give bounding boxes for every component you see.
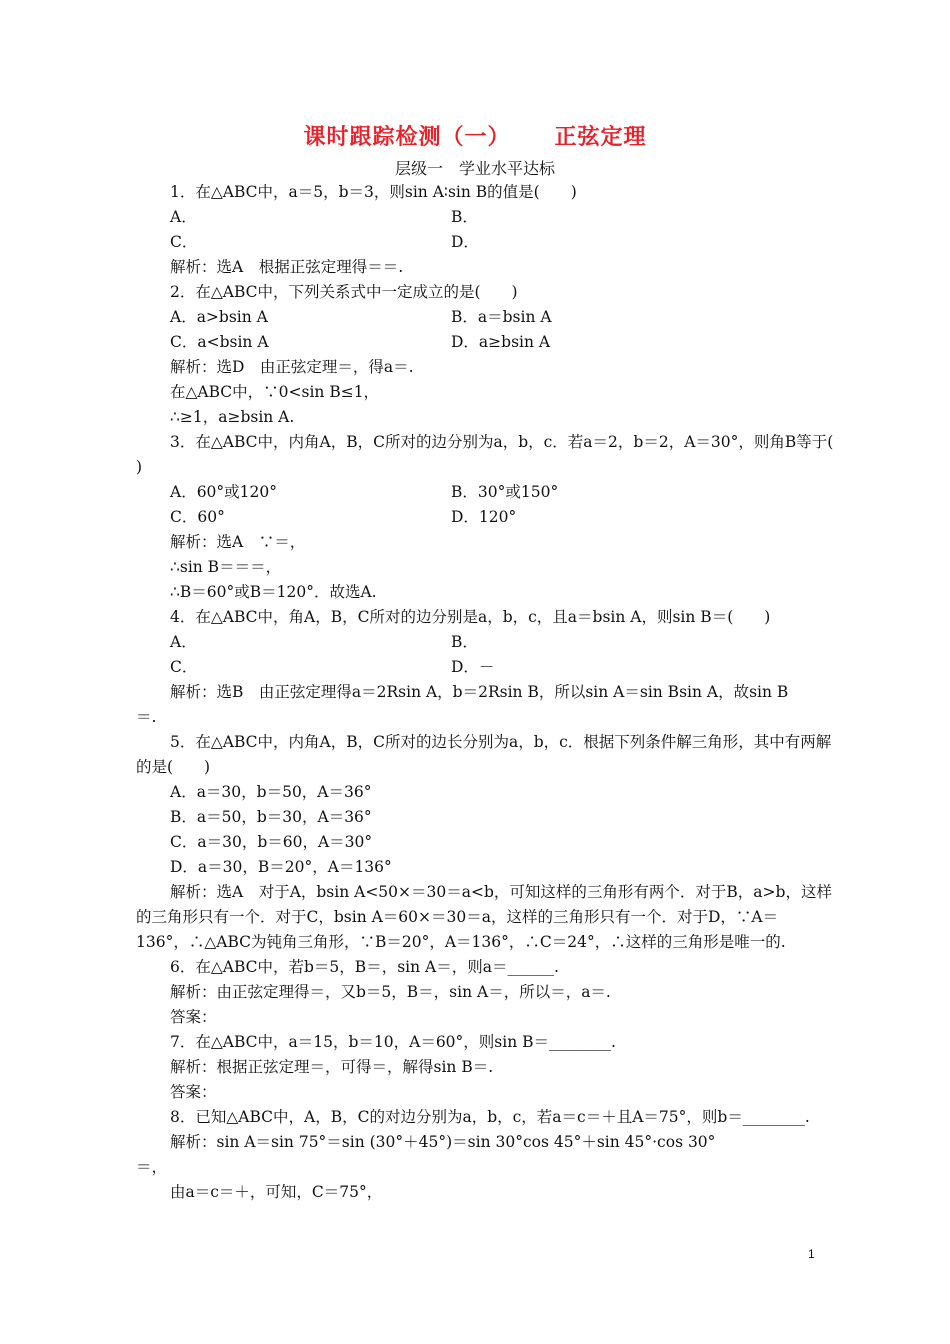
text-line: C． <box>170 233 198 251</box>
text-line: 的三角形只有一个．对于C，bsin A＝60×＝30＝a，这样的三角形只有一个．对于D，∵A＝ <box>136 908 779 926</box>
text-line: 解析：选A ∵＝， <box>170 533 306 551</box>
text-line: A．a>bsin A <box>170 308 268 326</box>
text-line: D．a≥bsin A <box>451 333 551 351</box>
text-line: C．a<bsin A <box>170 333 269 351</box>
text-line: D．a＝30，B＝20°，A＝136° <box>170 858 392 876</box>
text-line: 7．在△ABC中，a＝15，b＝10，A＝60°，则sin B＝________. <box>170 1033 616 1051</box>
text-line: D．－ <box>451 658 495 676</box>
text-line: ∴sin B＝＝＝， <box>170 558 282 576</box>
title-part1: 课时跟踪检测（一） <box>303 125 511 150</box>
text-line: 4．在△ABC中，角A，B，C所对的边分别是a，b，c，且a＝bsin A，则sin B＝( ) <box>170 608 771 626</box>
text-line: B．30°或150° <box>451 483 559 501</box>
text-line: 2．在△ABC中，下列关系式中一定成立的是( ) <box>170 283 518 301</box>
text-line: A． <box>170 208 197 226</box>
text-line: 解析：选B 由正弦定理得a＝2Rsin A，b＝2Rsin B，所以sin A＝sin Bsin A，故sin B <box>170 683 789 701</box>
text-line: B．a＝50，b＝30，A＝36° <box>170 808 372 826</box>
text-line: 6．在△ABC中，若b＝5，B＝，sin A＝，则a＝______. <box>170 958 559 976</box>
text-line: A． <box>170 633 197 651</box>
text-line: ∴≥1，a≥bsin A. <box>170 408 295 426</box>
text-line: C．60° <box>170 508 225 526</box>
text-line: 的是( ) <box>136 758 211 776</box>
text-line: 答案： <box>170 1083 217 1101</box>
text-line: 在△ABC中，∵0<sin B≤1， <box>170 383 380 401</box>
text-line: D．120° <box>451 508 517 526</box>
text-line: 136°，∴△ABC为钝角三角形，∵B＝20°，A＝136°，∴C＝24°，∴这样的三角形是唯一的. <box>136 933 786 951</box>
text-line: 解析：由正弦定理得＝，又b＝5，B＝，sin A＝，所以＝，a＝. <box>170 983 611 1001</box>
text-line: 8．已知△ABC中，A，B，C的对边分别为a，b，c，若a＝c＝＋且A＝75°，则b＝________. <box>170 1108 810 1126</box>
text-line: D． <box>451 233 479 251</box>
text-line: C． <box>170 658 198 676</box>
text-line: ) <box>136 458 143 476</box>
text-line: ∴B＝60°或B＝120°．故选A. <box>170 583 377 601</box>
text-line: B． <box>451 208 478 226</box>
text-line: A．a＝30，b＝50，A＝36° <box>170 783 372 801</box>
text-line: 由a＝c＝＋，可知，C＝75°， <box>170 1183 383 1201</box>
text-line: 解析：根据正弦定理＝，可得＝，解得sin B＝. <box>170 1058 494 1076</box>
text-line: ＝， <box>136 1158 168 1176</box>
text-line: A．60°或120° <box>170 483 278 501</box>
page-subtitle: 层级一 学业水平达标 <box>394 159 555 178</box>
text-line: 解析：选A 对于A，bsin A<50×＝30＝a<b，可知这样的三角形有两个．对于B，a>b，这样 <box>170 883 832 901</box>
text-line: B．a＝bsin A <box>451 308 552 326</box>
text-line: 1．在△ABC中，a＝5，b＝3，则sin A∶sin B的值是( ) <box>170 183 577 201</box>
text-line: 解析：sin A＝sin 75°＝sin (30°＋45°)＝sin 30°cos 45°＋sin 45°·cos 30° <box>170 1133 716 1151</box>
text-line: 解析：选D 由正弦定理＝，得a＝. <box>170 358 414 376</box>
text-line: 3．在△ABC中，内角A，B，C所对的边分别为a，b，c．若a＝2，b＝2，A＝30°，则角B等于( <box>170 433 834 451</box>
page-number: 1 <box>808 1247 815 1261</box>
page-title <box>0 120 950 151</box>
text-line: B． <box>451 633 478 651</box>
text-line: ＝. <box>136 708 157 726</box>
text-line: C．a＝30，b＝60，A＝30° <box>170 833 373 851</box>
text-line: 答案： <box>170 1008 217 1026</box>
text-line: 解析：选A 根据正弦定理得＝＝. <box>170 258 404 276</box>
title-part2: 正弦定理 <box>554 125 647 150</box>
text-line: 5．在△ABC中，内角A，B，C所对的边长分别为a，b，c．根据下列条件解三角形，其中有两解 <box>170 733 832 751</box>
